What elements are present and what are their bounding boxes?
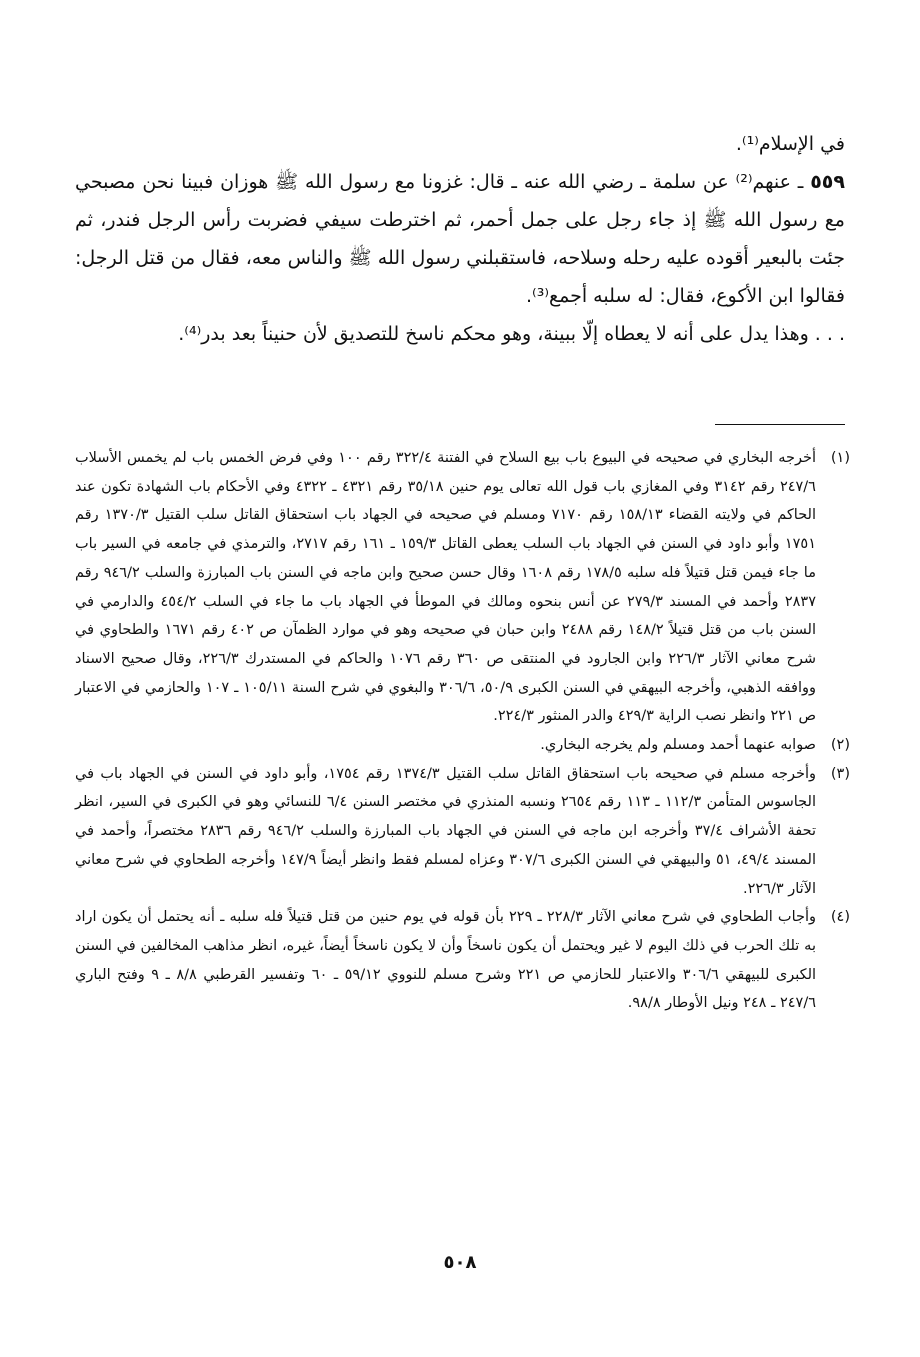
footnote	[75, 444, 850, 731]
footnote-number: (٢)	[830, 737, 850, 754]
footnote-number: (٣)	[830, 765, 850, 782]
footnote-text: وأجاب الطحاوي في شرح معاني الآثار ٢٢٨/٣ ـ ٢٢٩ بأن قوله في يوم حنين من قتل قتيلاً فله سلبه ـ أنه يحتمل أن يكون اراد به تلك الحرب في ذلك اليوم لا غير ويحتمل أن يكون ناسخاً وأن لا يكون ناسخاً أيضاً، غيره، انظر مذاهب المخالفين في السنن الكبرى للبيهقي ٣٠٦/٦ والاعتبار للحازمي ص ٢٢١ وشرح مسلم للنووي ٥٩/١٢ ـ ٦٠ وتفسير القرطبي ٨/٨ ـ ٩ وفتح الباري ٢٤٧/٦ ـ ٢٤٨ ونيل الأوطار ٩٨/٨.	[75, 909, 817, 1012]
hadith-number: ٥٥٩	[810, 171, 845, 193]
commentary-paragraph: . . . وهذا يدل على أنه لا يعطاه إلّا ببينة، وهو محكم ناسخ للتصديق لأن حنيناً بعد بدر⁽⁴⁾.	[178, 323, 845, 345]
footnote-number: (٤)	[830, 909, 850, 926]
footnote-text: صوابه عنهما أحمد ومسلم ولم يخرجه البخاري.	[540, 737, 816, 754]
footnote-text: أخرجه البخاري في صحيحه في البيوع باب بيع السلاح في الفتنة ٣٢٢/٤ رقم ١٠٠ وفي فرض الخمس باب لم يخمس الأسلاب ٢٤٧/٦ رقم ٣١٤٢ وفي المغازي باب قول الله تعالى يوم حنين ٣٥/١٨ رقم ٤٣٢١ ـ ٤٣٢٢ وفي الأحكام باب الشهادة تكون عند الحاكم في ولايته القضاء ١٥٨/١٣ رقم ٧١٧٠ ومسلم في صحيحه في الجهاد باب استحقاق القاتل سلب القتيل ١٣٧٠/٣ رقم ١٧٥١ وأبو داود في السنن في الجهاد باب السلب يعطى القاتل ١٥٩/٣ ـ ١٦١ رقم ٢٧١٧، والترمذي في جامعه في السير باب ما جاء فيمن قتل قتيلاً فله سلبه ١٧٨/٥ رقم ١٦٠٨ وقال حسن صحيح وابن ماجه في السنن باب المبارزة والسلب ٩٤٦/٢ رقم ٢٨٣٧ وأحمد في المسند ٢٧٩/٣ عن أنس بنحوه ومالك في الموطأ في الجهاد باب ما جاء في السلب ٤٥٤/٢ والدارمي في السنن باب من قتل قتيلاً ١٤٨/٢ رقم ٢٤٨٨ وابن حبان في صحيحه وهو في موارد الظمآن ص ٤٠٢ رقم ١٦٧١ والطحاوي في شرح معاني الآثار ٢٢٦/٣ وابن الجارود في المنتقى ص ٣٦٠ رقم ١٠٧٦ والحاكم في المستدرك ٢٢٦/٣، وقال صحيح الاسناد ووافقه الذهبي، وأخرجه البيهقي في السنن الكبرى ٥٠/٩، ٣٠٦/٦ والبغوي في شرح السنة ١٠٥/١١ ـ ١٠٧ والحازمي في الاعتبار ص ٢٢١ وانظر نصب الراية ٤٢٩/٣ والدر المنثور ٢٢٤/٣.	[75, 450, 817, 725]
footnotes-block	[75, 444, 850, 1018]
page-number: ٥٠٨	[443, 1252, 477, 1273]
footnote-text: وأخرجه مسلم في صحيحه باب استحقاق القاتل سلب القتيل ١٣٧٤/٣ رقم ١٧٥٤، وأبو داود في السنن في الجهاد باب في الجاسوس المتأمن ١١٢/٣ ـ ١١٣ رقم ٢٦٥٤ ونسبه المنذري في مختصر السنن ٦/٤ للنسائي وهو في الكبرى في السير، انظر تحفة الأشراف ٣٧/٤ وأخرجه ابن ماجه في السنن في الجهاد باب المبارزة والسلب ٩٤٦/٢ رقم ٢٨٣٦ مختصراً، وأحمد في المسند ٤٩/٤، ٥١ والبيهقي في السنن الكبرى ٣٠٧/٦ وعزاه لمسلم فقط وانظر أيضاً ١٤٧/٩ وأخرجه الطحاوي في شرح معاني الآثار ٢٢٦/٣.	[75, 765, 817, 897]
hadith-paragraph	[75, 163, 845, 315]
footnote-divider	[715, 424, 845, 425]
footnote	[75, 731, 850, 760]
hadith-text: ـ عنهم⁽²⁾ عن سلمة ـ رضي الله عنه ـ قال: غزونا مع رسول الله ﷺ هوزان فبينا نحن مصبحي مع رسول الله ﷺ إذ جاء رجل على جمل أحمر، ثم اخترطت سيفي فضربت رأس الرجل فندر، ثم جئت بالبعير أقوده عليه رحله وسلاحه، فاستقبلني رسول الله ﷺ والناس معه، فقال من قتل الرجل: فقالوا ابن الأكوع، فقال: له سلبه أجمع⁽³⁾.	[75, 171, 845, 307]
footnote	[75, 903, 850, 1018]
footnote-number: (١)	[830, 450, 850, 466]
main-text-block	[75, 125, 845, 353]
footnote	[75, 760, 850, 904]
continuation-line: في الإسلام⁽¹⁾.	[735, 133, 845, 155]
